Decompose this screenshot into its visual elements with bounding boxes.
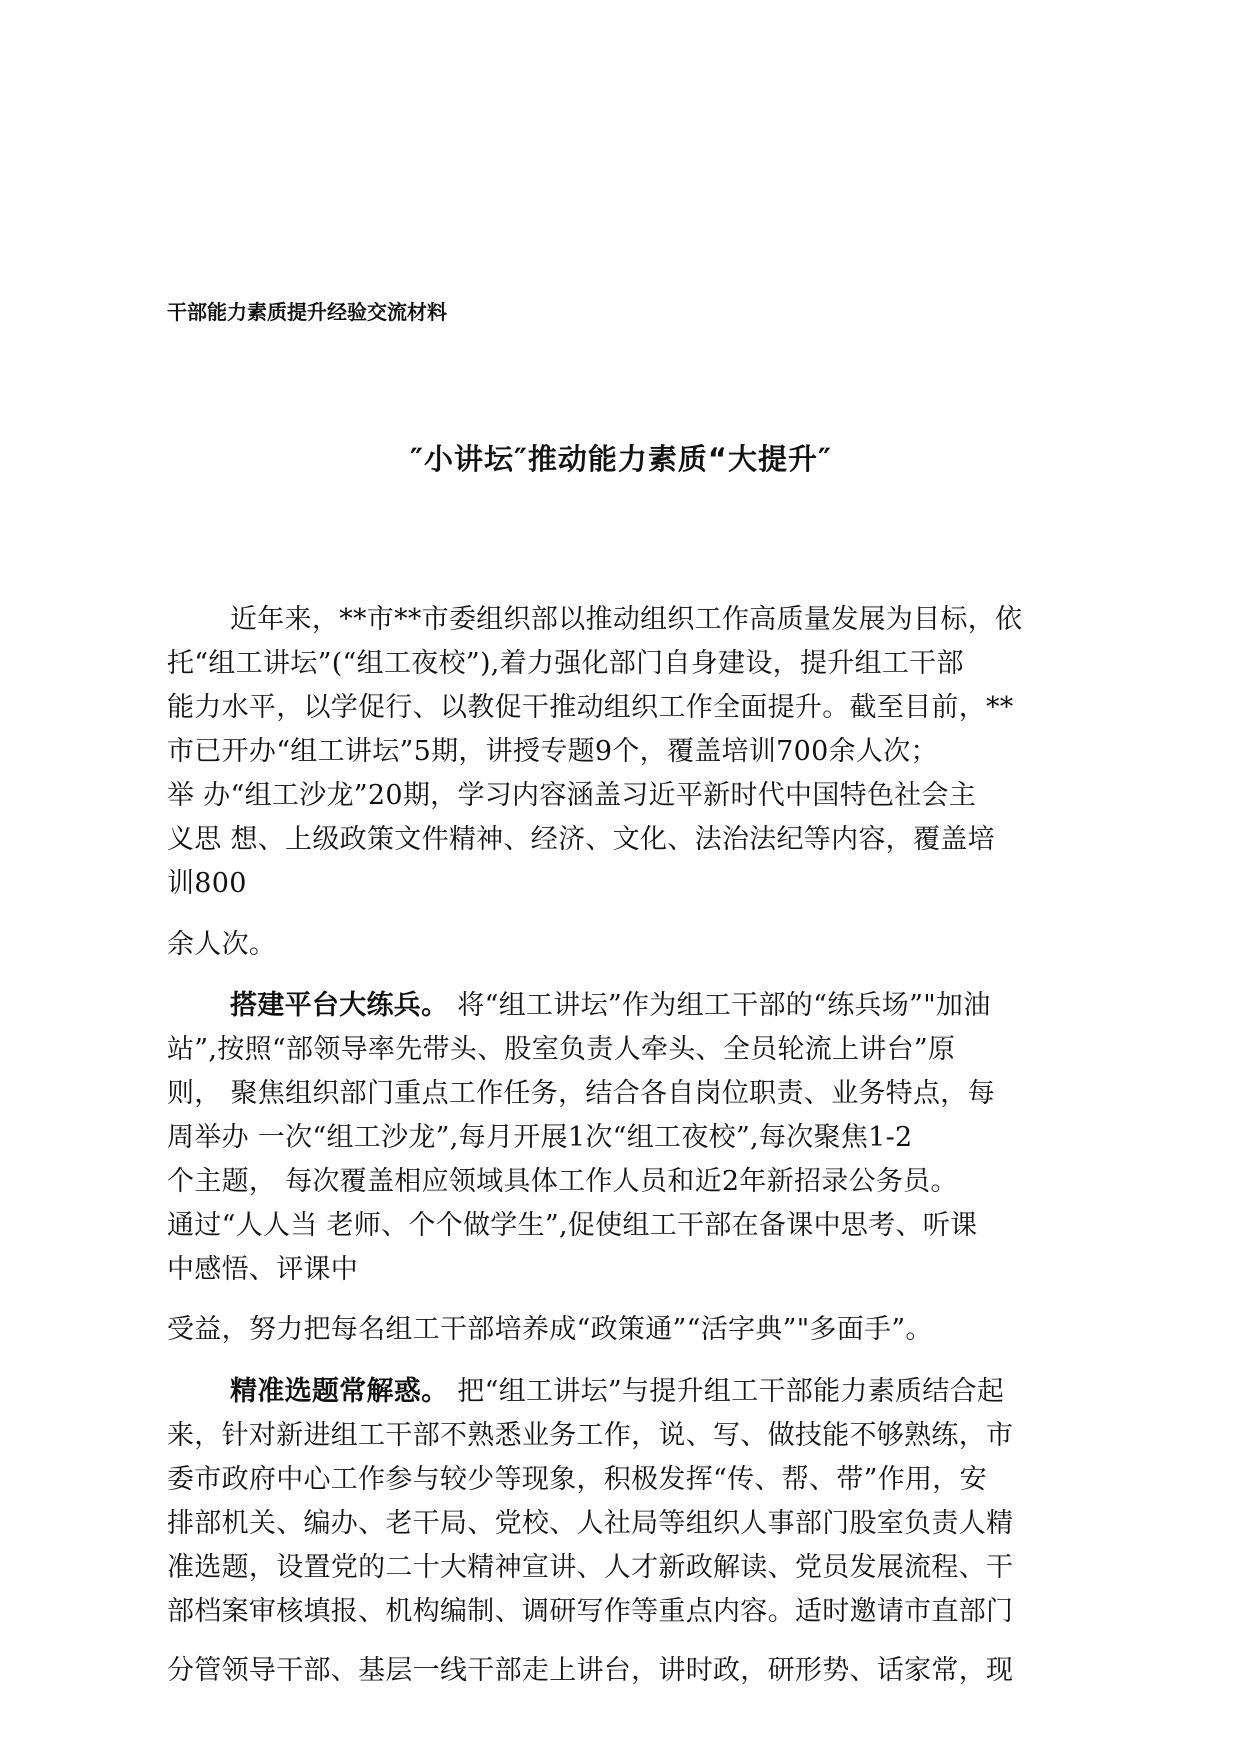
paragraph-line: 受益，努力把每名组工干部培养成“政策通”“活字典”"多面手”。: [167, 1314, 933, 1345]
paragraph-first-line: [230, 1369, 1004, 1408]
paragraph-line: 市已开办“组工讲坛”5期，讲授专题9个，覆盖培训700余人次；: [167, 736, 938, 767]
paragraph-line: 则， 聚焦组织部门重点工作任务，结合各自岗位职责、业务特点，每: [167, 1078, 995, 1109]
paragraph-line: 余人次。: [167, 929, 277, 960]
document-title: ″小讲坛″推动能力素质“大提升″: [410, 442, 832, 476]
paragraph-line: 义思 想、上级政策文件精神、经济、文化、法治法纪等内容，覆盖培: [167, 824, 995, 855]
paragraph-line: 分管领导干部、基层一线干部走上讲台，讲时政，研形势、话家常，现: [167, 1655, 1014, 1686]
paragraph-line: 通过“人人当 老师、个个做学生”,促使组工干部在备课中思考、听课: [167, 1210, 978, 1241]
paragraph-line: 来，针对新进组工干部不熟悉业务工作，说、写、做技能不够熟练，市: [167, 1420, 1014, 1451]
paragraph-line: 准选题，设置党的二十大精神宣讲、人才新政解读、党员发展流程、干: [167, 1552, 1014, 1583]
paragraph-line: 训800: [167, 868, 247, 899]
paragraph-first-line: [230, 983, 991, 1022]
paragraph-line: 周举办 一次“组工沙龙”,每月开展1次“组工夜校”,每次聚焦1-2: [167, 1122, 913, 1153]
paragraph-text: 将“组工讲坛”作为组工干部的“练兵场”"加油: [448, 990, 991, 1021]
paragraph-line: 委市政府中心工作参与较少等现象，积极发挥“传、帮、带”作用，安: [167, 1464, 987, 1495]
paragraph-line: 中感悟、评课中: [167, 1254, 359, 1285]
section-lead-heading: 搭建平台大练兵。: [230, 990, 449, 1021]
paragraph-line: 排部机关、编办、老干局、党校、人社局等组织人事部门股室负责人精: [167, 1508, 1014, 1539]
paragraph-line: 部档案审核填报、机构编制、调研写作等重点内容。适时邀请市直部门: [167, 1596, 1014, 1627]
paragraph-line: 个主题， 每次覆盖相应领域具体工作人员和近2年新招录公务员。: [167, 1166, 958, 1197]
paragraph-line: 举 办“组工沙龙”20期，学习内容涵盖习近平新时代中国特色社会主: [167, 780, 977, 811]
paragraph-line: 托“组工讲坛”(“组工夜校”),着力强化部门自身建设，提升组工干部: [167, 648, 964, 679]
section-lead-heading: 精准选题常解惑。: [230, 1376, 449, 1407]
paragraph-line: 近年来，**市**市委组织部以推动组织工作高质量发展为目标，依: [230, 604, 1023, 635]
paragraph-text: 把“组工讲坛”与提升组工干部能力素质结合起: [448, 1376, 1005, 1407]
document-header-label: 干部能力素质提升经验交流材料: [167, 300, 447, 324]
paragraph-line: 能力水平，以学促行、以教促干推动组织工作全面提升。截至目前，**: [167, 692, 1014, 723]
paragraph-line: 站”,按照“部领导率先带头、股室负责人牵头、全员轮流上讲台”原: [167, 1034, 956, 1065]
